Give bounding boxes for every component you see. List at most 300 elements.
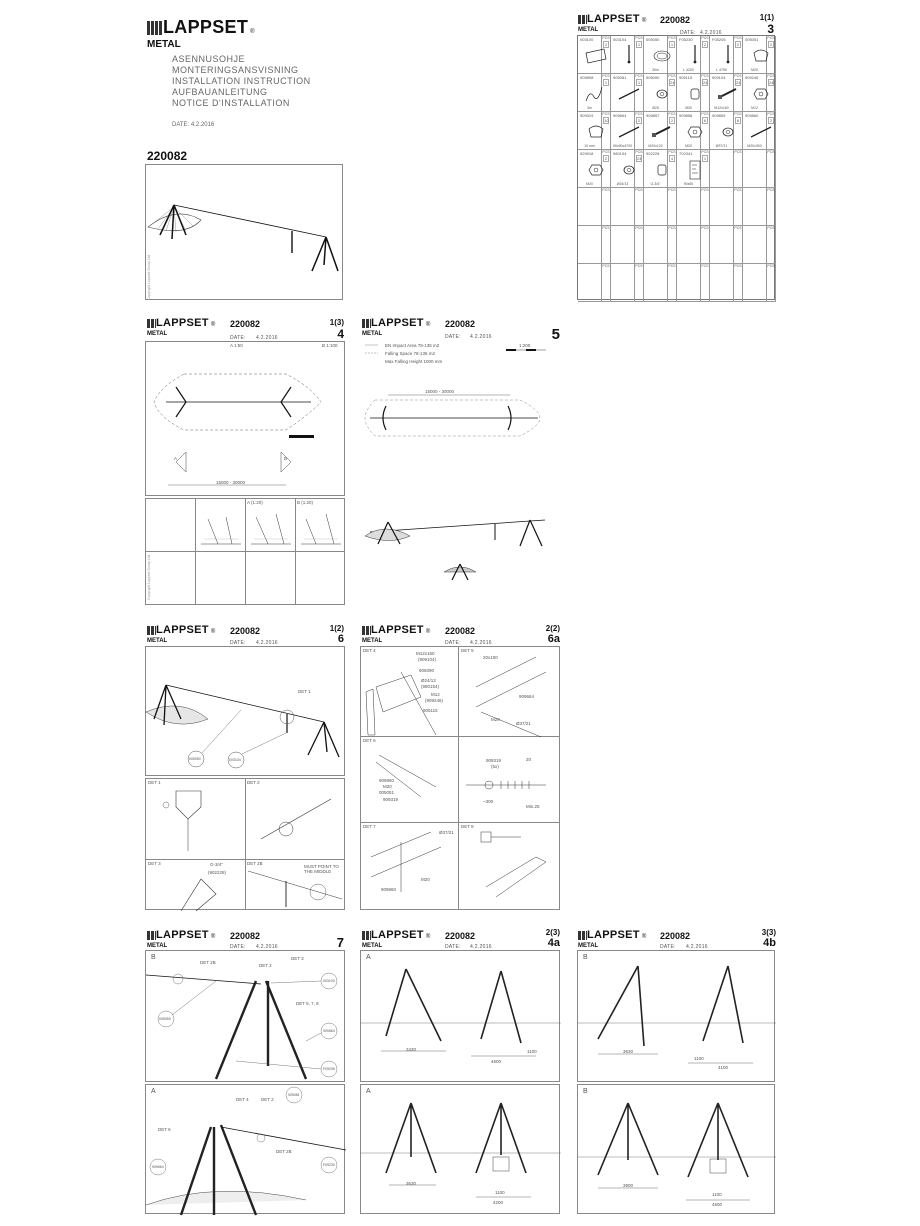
callout-005050: 005050 bbox=[189, 757, 201, 761]
part-code: 005051 bbox=[745, 37, 759, 42]
callout-003100: 003100 bbox=[323, 979, 335, 983]
pcs-column: PCS 1 bbox=[667, 36, 676, 73]
pcs-column: PCS 1 bbox=[634, 36, 643, 73]
det7-m20: M20 bbox=[421, 877, 430, 882]
date-label: DATE: bbox=[230, 335, 246, 341]
part-980154 bbox=[611, 150, 644, 188]
side-view-box bbox=[577, 950, 775, 1082]
page-number: 7 bbox=[336, 935, 344, 950]
sheet-number: 2(3) bbox=[545, 928, 560, 937]
part-size-label: 90x50 bbox=[683, 182, 694, 186]
part-code: 909246 bbox=[745, 75, 759, 80]
product-code: 220082 bbox=[660, 15, 691, 25]
part-905090 bbox=[644, 74, 677, 112]
pcs-column: PCS 24 bbox=[700, 74, 709, 111]
part-code: F05230 bbox=[679, 37, 693, 42]
part-F05230 bbox=[677, 36, 710, 74]
product-line: METAL bbox=[147, 943, 168, 949]
pcs-column: PCS bbox=[667, 264, 676, 301]
scale-b: B 1:100 bbox=[322, 343, 338, 348]
part-code: 905090 bbox=[646, 75, 660, 80]
part-empty-cell bbox=[743, 264, 776, 302]
part-code: 005050 bbox=[646, 37, 660, 42]
det-1-label: DET 1 bbox=[148, 780, 161, 785]
det4-washer: Ø24/13 bbox=[421, 678, 436, 683]
date-label: DATE: bbox=[680, 30, 696, 36]
part-909857 bbox=[644, 112, 677, 150]
part-empty-cell bbox=[710, 188, 743, 226]
pcs-column: PCS 24 bbox=[634, 150, 643, 187]
page-number: 6 bbox=[337, 633, 344, 645]
pcs-column: PCS 6 bbox=[733, 112, 742, 149]
title-en: INSTALLATION INSTRUCTION bbox=[172, 76, 311, 86]
date-label: DATE: bbox=[445, 334, 461, 340]
callout-det-2: DET 2 bbox=[261, 1097, 274, 1102]
span-dimension: 15000 - 30000 bbox=[216, 480, 246, 485]
det1-callout: DET 1 bbox=[298, 689, 311, 694]
part-size-label: G-3/4" bbox=[650, 182, 661, 186]
pcs-column: PCS 2 bbox=[667, 112, 676, 149]
detail-drawings bbox=[146, 779, 346, 911]
parts-table bbox=[577, 35, 775, 300]
scale-label: 1:200 bbox=[519, 343, 531, 348]
product-line: METAL bbox=[147, 638, 168, 644]
pcs-column: PCS bbox=[700, 226, 709, 263]
callout-909664: 909664 bbox=[323, 1029, 335, 1033]
clamp-distance: ~300 bbox=[483, 799, 494, 804]
front-view-drawing bbox=[578, 1085, 776, 1215]
cable-icon bbox=[584, 83, 608, 103]
part-003104 bbox=[611, 36, 644, 74]
det4-bolt: M12x160 bbox=[416, 651, 435, 656]
date-value: 4.2.2016 bbox=[470, 944, 492, 950]
nut-icon bbox=[683, 121, 707, 141]
part-quantity: 2 bbox=[769, 118, 773, 123]
sheet-number: 3(3) bbox=[761, 928, 776, 937]
title-fi: ASENNUSOHJE bbox=[172, 54, 246, 64]
dim-6: 1100 bbox=[712, 1192, 722, 1197]
front-view-box bbox=[577, 1084, 775, 1214]
part-909860 bbox=[743, 112, 776, 150]
washer-icon bbox=[716, 121, 740, 141]
det6-909319: 909319 bbox=[383, 797, 399, 802]
part-code: 909898 bbox=[580, 75, 594, 80]
part-size-label: M20x120 bbox=[648, 144, 663, 148]
product-code: 220082 bbox=[445, 931, 476, 941]
cover-drawing bbox=[145, 164, 343, 300]
pcs-column: PCS bbox=[700, 264, 709, 301]
details-grid bbox=[360, 646, 560, 910]
det3-note: G-3/4" bbox=[210, 862, 223, 867]
view-b-box bbox=[145, 950, 345, 1082]
part-code: 905081 bbox=[613, 75, 627, 80]
part-empty-cell bbox=[710, 150, 743, 188]
part-empty-cell bbox=[677, 226, 710, 264]
det-3-label: DET 3 bbox=[148, 861, 161, 866]
lappset-logo: LAPPSET ® bbox=[147, 318, 216, 329]
part-code: 909857 bbox=[646, 113, 660, 118]
part-902228 bbox=[644, 150, 677, 188]
part-code: 909104 bbox=[712, 75, 726, 80]
page-number: 3 bbox=[767, 22, 774, 36]
part-empty-cell bbox=[578, 264, 611, 302]
part-quantity: 1 bbox=[604, 80, 608, 85]
date-value: 4.2.2016 bbox=[470, 334, 492, 340]
pcs-column: PCS bbox=[733, 150, 742, 187]
date-value: 4.2.2016 bbox=[256, 335, 278, 341]
callout-det-5-7-8: DET 5, 7, 8 bbox=[296, 1001, 319, 1006]
page-number: 5 bbox=[551, 326, 560, 343]
part-code: 003100 bbox=[580, 37, 594, 42]
nut-icon bbox=[749, 83, 773, 103]
part-size-label: M12 bbox=[751, 106, 758, 110]
part-quantity: 1 bbox=[703, 156, 707, 161]
safety-area-drawings bbox=[360, 340, 560, 610]
callout-det-2b: DET 2B bbox=[276, 1149, 292, 1154]
part-size-label: 30m bbox=[652, 68, 659, 72]
part-quantity: 24 bbox=[637, 156, 642, 161]
page-number: 6a bbox=[547, 633, 560, 645]
part-size-label: M12x160 bbox=[714, 106, 729, 110]
view-label: A bbox=[366, 1088, 371, 1095]
title-fr: NOTICE D'INSTALLATION bbox=[172, 98, 290, 108]
lappset-logo: LAPPSET ® bbox=[147, 625, 216, 636]
product-line: METAL bbox=[578, 27, 599, 33]
callout-905081: 905081 bbox=[288, 1093, 300, 1097]
callout-005050: 005050 bbox=[159, 1017, 171, 1021]
legend-fall-height: Max Falling Height 1000 mm bbox=[385, 359, 443, 364]
det-7-label: DET 7 bbox=[363, 824, 376, 829]
scale-a: A 1:50 bbox=[230, 343, 243, 348]
det4-bolt-code: (909104) bbox=[418, 657, 437, 662]
legend-impact-area: EN Impact Area 78-135 m2 bbox=[385, 343, 440, 348]
callout-909664: 909664 bbox=[152, 1165, 164, 1169]
title-sv: MONTERINGSANSVISNING bbox=[172, 65, 299, 75]
zipline-overview-drawing bbox=[146, 165, 344, 301]
pcs-column: PCS bbox=[766, 264, 775, 301]
rod-icon bbox=[716, 45, 740, 65]
date-label: DATE: bbox=[230, 640, 246, 646]
pcs-column: PCS bbox=[766, 226, 775, 263]
part-size-label: Ø25 bbox=[652, 106, 659, 110]
span-dimension: 15000 - 30000 bbox=[425, 389, 455, 394]
dim-5: 4600 bbox=[712, 1202, 723, 1207]
part-code: 909858 bbox=[679, 113, 693, 118]
det5-size: 20x100 bbox=[483, 655, 498, 660]
part-size-label: 10 mm bbox=[584, 144, 595, 148]
view-a-box bbox=[145, 1084, 345, 1214]
part-quantity: 1 bbox=[670, 42, 674, 47]
date-label: DATE: bbox=[660, 944, 676, 950]
det-6-label: DET 6 bbox=[363, 738, 376, 743]
cover-date: DATE: 4.2.2016 bbox=[172, 122, 215, 128]
clamp-icon bbox=[584, 121, 608, 141]
dim-4: 3630 bbox=[406, 1181, 417, 1186]
part-empty-cell bbox=[578, 226, 611, 264]
lappset-logo: LAPPSET ® bbox=[578, 14, 647, 25]
part-quantity: 2 bbox=[670, 118, 674, 123]
overview-box bbox=[145, 646, 345, 776]
det3-ref: (902228) bbox=[208, 870, 227, 875]
dim-1: 3430 bbox=[406, 1047, 417, 1052]
part-quantity: 2 bbox=[736, 42, 740, 47]
pcs-column: PCS 2 bbox=[700, 36, 709, 73]
copyright: Copyright Lappset Group Ltd bbox=[147, 555, 151, 600]
pcs-column: PCS bbox=[667, 188, 676, 225]
sheet-number: 2(2) bbox=[545, 624, 560, 633]
part-code: F05205 bbox=[712, 37, 726, 42]
page-number: 4a bbox=[547, 937, 560, 949]
det6-m20: M20 bbox=[383, 784, 392, 789]
part-quantity: 24 bbox=[769, 80, 774, 85]
bar-icon bbox=[617, 121, 641, 141]
part-909319 bbox=[578, 112, 611, 150]
page-number: 4 bbox=[337, 327, 344, 341]
det5-m20: M20 bbox=[491, 717, 500, 722]
bar-icon bbox=[617, 83, 641, 103]
part-empty-cell bbox=[578, 188, 611, 226]
view-a-drawing bbox=[146, 1085, 346, 1215]
copyright: Copyright Lappset Group Ltd bbox=[147, 255, 151, 300]
dim-2: 4600 bbox=[491, 1059, 502, 1064]
date-value: 4.2.2016 bbox=[256, 640, 278, 646]
pcs-column: PCS 2 bbox=[634, 112, 643, 149]
pcs-column: PCS 2 bbox=[766, 112, 775, 149]
pcs-column: PCS 1 bbox=[634, 74, 643, 111]
plan-view-box bbox=[145, 341, 345, 496]
det6-005051: 005051 bbox=[379, 790, 395, 795]
overview-drawing bbox=[146, 647, 346, 777]
part-quantity: 2 bbox=[637, 118, 641, 123]
view-label: B bbox=[583, 1088, 588, 1095]
date-label: DATE: bbox=[445, 640, 461, 646]
view-b-label: B bbox=[151, 954, 156, 961]
product-line: METAL bbox=[362, 638, 383, 644]
pcs-column: PCS 6 bbox=[700, 112, 709, 149]
part-code: 905115 bbox=[679, 75, 693, 80]
pcs-column: PCS 2 bbox=[733, 36, 742, 73]
pcs-column: PCS 4 bbox=[667, 150, 676, 187]
pcs-column: PCS bbox=[667, 226, 676, 263]
product-line: METAL bbox=[147, 331, 168, 337]
dim-6: 1100 bbox=[495, 1190, 505, 1195]
part-quantity: 1 bbox=[637, 42, 641, 47]
part-empty-cell bbox=[644, 264, 677, 302]
part-quantity: 2 bbox=[769, 42, 773, 47]
dim-1: 3630 bbox=[623, 1049, 634, 1054]
label-icon bbox=[683, 159, 707, 179]
part-code: 909664 bbox=[613, 113, 627, 118]
pcs-column: PCS 24 bbox=[667, 74, 676, 111]
foundation-drawings bbox=[146, 499, 346, 551]
det4-nut: M12 bbox=[431, 692, 440, 697]
part-702341 bbox=[677, 150, 710, 188]
cover-titles bbox=[172, 54, 311, 109]
view-label: A bbox=[366, 954, 371, 961]
part-quantity: 6 bbox=[736, 118, 740, 123]
part-size-label: Ø37/21 bbox=[715, 144, 728, 148]
det6-909860: 909860 bbox=[379, 778, 395, 783]
view-label: B bbox=[583, 954, 588, 961]
part-code: 902228 bbox=[646, 151, 660, 156]
foundation-details bbox=[145, 498, 345, 605]
part-quantity: 1 bbox=[637, 80, 641, 85]
det-4-label: DET 4 bbox=[363, 648, 376, 653]
product-code: 220082 bbox=[230, 319, 261, 329]
sheet-number: 1(3) bbox=[329, 318, 344, 327]
date-label: DATE: bbox=[445, 944, 461, 950]
nut-icon bbox=[584, 159, 608, 179]
side-view-drawing bbox=[361, 951, 561, 1083]
part-905115 bbox=[677, 74, 710, 112]
callout-det-2: DET 2 bbox=[259, 963, 272, 968]
bracket-icon bbox=[584, 45, 608, 65]
clamp-spacing: 20 bbox=[526, 757, 532, 762]
part-empty-cell bbox=[743, 226, 776, 264]
clamp-count: (5x) bbox=[491, 764, 499, 769]
part-size-label: 3m bbox=[587, 106, 592, 110]
product-code: 220082 bbox=[230, 626, 261, 636]
callout-det-2b: DET 2B bbox=[200, 960, 216, 965]
part-size-label: 90x90x4700 bbox=[612, 144, 633, 148]
detail-a-label: A (1:20) bbox=[247, 500, 263, 505]
part-F05205 bbox=[710, 36, 743, 74]
front-view-drawing bbox=[361, 1085, 561, 1215]
part-quantity: 2 bbox=[604, 156, 608, 161]
pcs-column: PCS 1 bbox=[601, 74, 610, 111]
dim-3: 1100 bbox=[694, 1056, 704, 1061]
dim-2: 4100 bbox=[718, 1065, 729, 1070]
rod-icon bbox=[683, 45, 707, 65]
pcs-column: PCS bbox=[601, 226, 610, 263]
part-empty-cell bbox=[677, 264, 710, 302]
point-b: B bbox=[284, 456, 288, 461]
date-label: DATE: bbox=[230, 944, 246, 950]
callout-003104: 003104 bbox=[229, 758, 241, 762]
part-size-label: Ø30 bbox=[685, 106, 692, 110]
side-view-box bbox=[360, 950, 560, 1082]
date-value: 4.2.2016 bbox=[686, 944, 708, 950]
part-003100 bbox=[578, 36, 611, 74]
product-line: METAL bbox=[578, 943, 599, 949]
part-empty-cell bbox=[743, 188, 776, 226]
product-line: METAL bbox=[362, 331, 383, 337]
det-2-label: DET 2 bbox=[247, 780, 260, 785]
part-empty-cell bbox=[644, 226, 677, 264]
callout-f05230: F05230 bbox=[323, 1163, 335, 1167]
pcs-column: PCS bbox=[700, 188, 709, 225]
part-code: 980154 bbox=[613, 151, 627, 156]
det-8-label: DET 8 bbox=[461, 824, 474, 829]
part-code: 909319 bbox=[580, 113, 594, 118]
part-909104 bbox=[710, 74, 743, 112]
sheet-number: 1(2) bbox=[329, 624, 344, 633]
pcs-column: PCS bbox=[601, 188, 610, 225]
detail-b-label: B (1:20) bbox=[297, 500, 314, 505]
part-empty-cell bbox=[611, 188, 644, 226]
part-909246 bbox=[743, 74, 776, 112]
product-code: 220082 bbox=[660, 931, 691, 941]
part-code: 003104 bbox=[613, 37, 627, 42]
page-number: 4b bbox=[763, 937, 776, 949]
pcs-column: PCS bbox=[733, 264, 742, 301]
part-empty-cell bbox=[611, 226, 644, 264]
dim-3: 1100 bbox=[527, 1049, 537, 1054]
washer-icon bbox=[650, 83, 674, 103]
part-size-label: M20x300 bbox=[747, 144, 762, 148]
title-de: AUFBAUANLEITUNG bbox=[172, 87, 268, 97]
det2b-note: MUST POINT TO THE MIDDLE bbox=[304, 864, 339, 874]
part-size-label: M20 bbox=[685, 144, 692, 148]
cap-icon bbox=[683, 83, 707, 103]
view-a-label: A bbox=[151, 1088, 156, 1095]
det-2b-label: DET 2B bbox=[247, 861, 263, 866]
det7-909860: 909860 bbox=[381, 887, 397, 892]
part-empty-cell bbox=[710, 264, 743, 302]
part-quantity: 24 bbox=[670, 80, 675, 85]
lappset-logo: LAPPSET ® bbox=[362, 930, 431, 941]
bar-icon bbox=[749, 121, 773, 141]
det5-washer: Ø37/21 bbox=[516, 721, 531, 726]
date-value: 4.2.2016 bbox=[256, 944, 278, 950]
part-909898 bbox=[578, 74, 611, 112]
sheet-number: 1(1) bbox=[759, 13, 774, 22]
product-code: 220082 bbox=[445, 626, 476, 636]
part-code: 909860 bbox=[745, 113, 759, 118]
clamp-code: 909319 bbox=[486, 758, 502, 763]
front-view-box bbox=[360, 1084, 560, 1214]
pcs-column: PCS bbox=[634, 226, 643, 263]
pcs-column: PCS bbox=[634, 264, 643, 301]
det-5-label: DET 5 bbox=[461, 648, 474, 653]
part-size-label: M20 bbox=[751, 68, 758, 72]
lappset-logo: LAPPSET ® bbox=[362, 318, 431, 329]
clamp-min: Min.25 bbox=[526, 804, 540, 809]
lappset-logo: LAPPSET ® bbox=[147, 930, 216, 941]
dim-5: 4200 bbox=[493, 1200, 504, 1205]
point-a: A bbox=[174, 456, 178, 461]
date-value: 4.2.2016 bbox=[470, 640, 492, 646]
pcs-column: PCS bbox=[634, 188, 643, 225]
part-909859 bbox=[710, 112, 743, 150]
pcs-column: PCS 2 bbox=[601, 36, 610, 73]
part-005050 bbox=[644, 36, 677, 74]
plan-view-drawing bbox=[146, 342, 346, 497]
product-line: METAL bbox=[147, 39, 181, 50]
pcs-column: PCS bbox=[733, 188, 742, 225]
pcs-column: PCS bbox=[733, 226, 742, 263]
part-quantity: 2 bbox=[703, 42, 707, 47]
pcs-column: PCS 2 bbox=[601, 150, 610, 187]
part-code: 909859 bbox=[712, 113, 726, 118]
lappset-logo: LAPPSET ® bbox=[578, 930, 647, 941]
det4-washer-code: (980154) bbox=[421, 684, 440, 689]
callout-det-4: DET 4 bbox=[236, 1097, 249, 1102]
cap-icon bbox=[650, 159, 674, 179]
det7-washer: Ø37/21 bbox=[439, 830, 454, 835]
date-value: 4.2.2016 bbox=[700, 30, 722, 36]
part-909664 bbox=[611, 112, 644, 150]
part-size-label: L 4200 bbox=[683, 68, 694, 72]
part-quantity: 4 bbox=[670, 156, 674, 161]
det5-909664: 909664 bbox=[519, 694, 535, 699]
part-empty-cell bbox=[644, 188, 677, 226]
callout-f05205: F05205 bbox=[323, 1067, 335, 1071]
part-empty-cell bbox=[710, 226, 743, 264]
part-905081 bbox=[611, 74, 644, 112]
clamp-icon bbox=[749, 45, 773, 65]
det4-905090: 905090 bbox=[419, 668, 435, 673]
